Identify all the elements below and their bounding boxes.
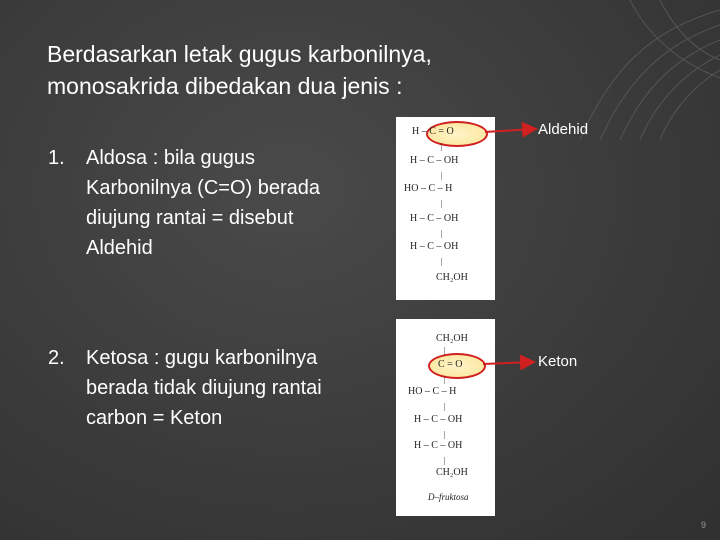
structure-row: H – C – OH <box>414 440 463 451</box>
list-text-line: carbon = Keton <box>86 407 223 429</box>
structure-row: H – C – OH <box>410 213 459 224</box>
bond-line: | <box>441 257 443 266</box>
list-text-line: Ketosa : gugu karbonilnya <box>86 347 318 369</box>
bond-line: | <box>444 456 446 465</box>
ketone-arrow <box>483 362 532 364</box>
list-number: 2. <box>48 347 65 369</box>
aldehyde-label: Aldehid <box>538 121 589 138</box>
structure-row: H – C – OH <box>410 241 459 252</box>
structure-row: CH₂OH <box>436 467 468 478</box>
structure-row: C = O <box>438 359 463 370</box>
bond-line: | <box>444 402 446 411</box>
bond-line: | <box>441 171 443 180</box>
aldehyde-arrow <box>485 129 534 132</box>
title-line-1: Berdasarkan letak gugus karbonilnya, <box>47 41 432 67</box>
list-text-line: Karbonilnya (C=O) berada <box>86 177 321 199</box>
structure-row: H – C – OH <box>410 155 459 166</box>
structure-row: CH₂OH <box>436 272 468 283</box>
bond-line: | <box>444 375 446 384</box>
list-text-line: diujung rantai = disebut <box>86 207 294 229</box>
structure-row: CH₂OH <box>436 333 468 344</box>
bond-line: | <box>444 346 446 355</box>
bond-line: | <box>441 199 443 208</box>
bond-line: | <box>444 430 446 439</box>
list-number: 1. <box>48 147 65 169</box>
ketone-label: Keton <box>538 353 578 370</box>
list-text-line: berada tidak diujung rantai <box>86 377 322 399</box>
structure-row: H – C = O <box>412 126 454 137</box>
structure-caption: D–fruktosa <box>428 492 469 502</box>
bond-line: | <box>441 229 443 238</box>
list-text-line: Aldehid <box>86 237 153 259</box>
structure-row: H – C – OH <box>414 414 463 425</box>
list-text-line: Aldosa : bila gugus <box>86 147 256 169</box>
title-line-2: monosakrida dibedakan dua jenis : <box>47 73 403 99</box>
structure-row: HO – C – H <box>408 386 457 397</box>
bond-line: | <box>441 142 443 151</box>
page-number: 9 <box>700 520 706 530</box>
structure-row: HO – C – H <box>404 183 453 194</box>
